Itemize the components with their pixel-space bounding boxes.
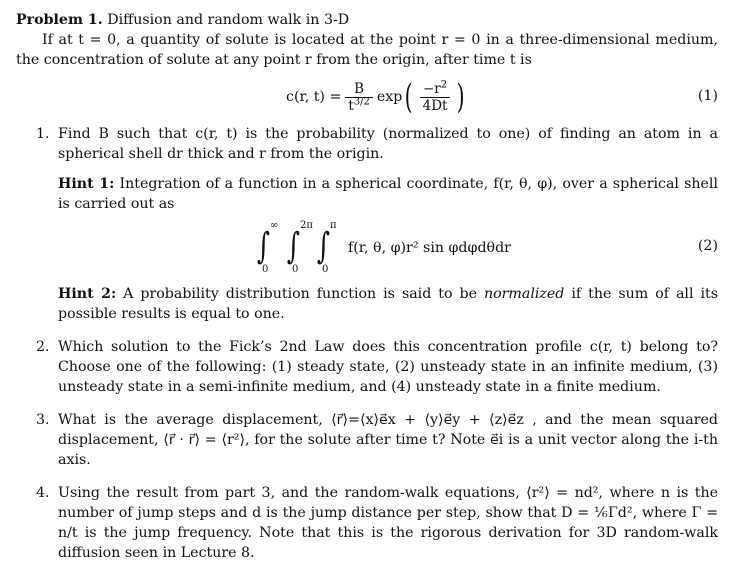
integral-2-upper: 2π: [300, 220, 313, 231]
problem-text: Using the result from part 3, and the random-walk equations, ⟨r²⟩ = nd², where n is the number of jump steps and d is the jump distance per step, show that D = ⅙Γd², where Γ = n/t is the jump frequency. Note that this is the rigorous derivation for 3D random-walk diffusion seen in Lecture 8.: [58, 485, 718, 561]
equation-2: [58, 218, 718, 278]
list-item: [16, 124, 718, 324]
equation-1-lhs: c(r, t) =: [286, 89, 342, 105]
hint-1: [58, 174, 718, 214]
equation-2-expression: f(r, θ, φ)r² sin φdφdθdr: [348, 240, 511, 256]
equation-1-inner-denominator: 4Dt: [420, 97, 451, 114]
problem-number: 3.: [36, 412, 50, 428]
problem-title-text: Diffusion and random walk in 3-D: [107, 12, 350, 28]
integral-3-symbol: [314, 222, 342, 274]
problem-number: 1.: [36, 126, 50, 142]
equation-1-fraction: [345, 81, 373, 114]
integral-1-symbol: [254, 222, 282, 274]
left-paren-symbol: (: [405, 77, 413, 117]
problem-number: 4.: [36, 485, 50, 501]
problem-text: What is the average displacement, ⟨r⃗⟩=⟨x⟩e⃗x + ⟨y⟩e⃗y + ⟨z⟩e⃗z , and the mean squared displacement, ⟨r⃗ · r⃗⟩ = ⟨r²⟩, for the solute after time t? Note e⃗i is a unit vector along the i-th axis.: [58, 412, 718, 468]
integral-1-lower: 0: [262, 264, 269, 275]
integral-3-lower: 0: [322, 264, 329, 275]
problem-title: [16, 10, 718, 30]
problem-list: [16, 124, 718, 563]
integral-sign-icon: ∫: [256, 226, 270, 267]
problem-text: Which solution to the Fick’s 2nd Law does this concentration profile c(r, t) belong to? Choose one of the following: (1) steady state, (2) unsteady state in an infinite medium, (3) unsteady state in a semi-infinite medium, and (4) unsteady state in a finite medium.: [58, 339, 718, 395]
list-item: [16, 337, 718, 397]
hint-2-emphasis: normalized: [483, 286, 565, 302]
integral-sign-icon: ∫: [286, 226, 300, 267]
equation-1-func: exp: [376, 89, 403, 105]
equation-1-den-exponent: 3/2: [353, 96, 370, 107]
equation-1-inner-num-exponent: 2: [440, 79, 448, 90]
hint-2: [58, 284, 718, 324]
integral-2-symbol: [284, 222, 312, 274]
intro-paragraph: If at t = 0, a quantity of solute is located at the point r = 0 in a three-dimensional medium, the concentration of solute at any point r from the origin, after time t is: [16, 32, 718, 68]
integral-2-lower: 0: [292, 264, 299, 275]
equation-1-fraction-denominator: [345, 97, 373, 114]
hint-2-text-b: if the sum of all its possible results is equal to one.: [58, 286, 718, 322]
problem-number: 2.: [36, 339, 50, 355]
right-paren-symbol: ): [457, 77, 466, 117]
equation-2-number: (2): [697, 238, 718, 254]
hint-1-text: Integration of a function in a spherical coordinate, f(r, θ, φ), over a spherical shell is carried out as: [58, 176, 718, 212]
hint-2-label: Hint 2:: [58, 286, 117, 302]
equation-1-inner-numerator: [420, 81, 450, 97]
list-item: [16, 410, 718, 470]
equation-1-inner-num-base: −r: [422, 80, 441, 97]
list-item: [16, 483, 718, 563]
equation-1: [16, 74, 718, 120]
equation-1-body: [286, 77, 468, 117]
equation-1-number: (1): [697, 88, 718, 104]
equation-1-fraction-numerator: B: [354, 80, 365, 97]
equation-1-inner-fraction: [420, 81, 451, 114]
integral-1-upper: ∞: [270, 220, 279, 231]
hint-2-text-a: A probability distribution function is said to be: [123, 286, 484, 302]
integral-3-upper: π: [330, 220, 337, 231]
equation-1-den-base: t: [348, 97, 354, 114]
hint-1-label: Hint 1:: [58, 176, 115, 192]
integral-sign-icon: ∫: [316, 226, 330, 267]
problem-text: Find B such that c(r, t) is the probability (normalized to one) of finding an atom in a spherical shell dr thick and r from the origin.: [58, 126, 718, 162]
problem-title-label: Problem 1.: [16, 12, 103, 28]
equation-2-body: [254, 222, 511, 274]
